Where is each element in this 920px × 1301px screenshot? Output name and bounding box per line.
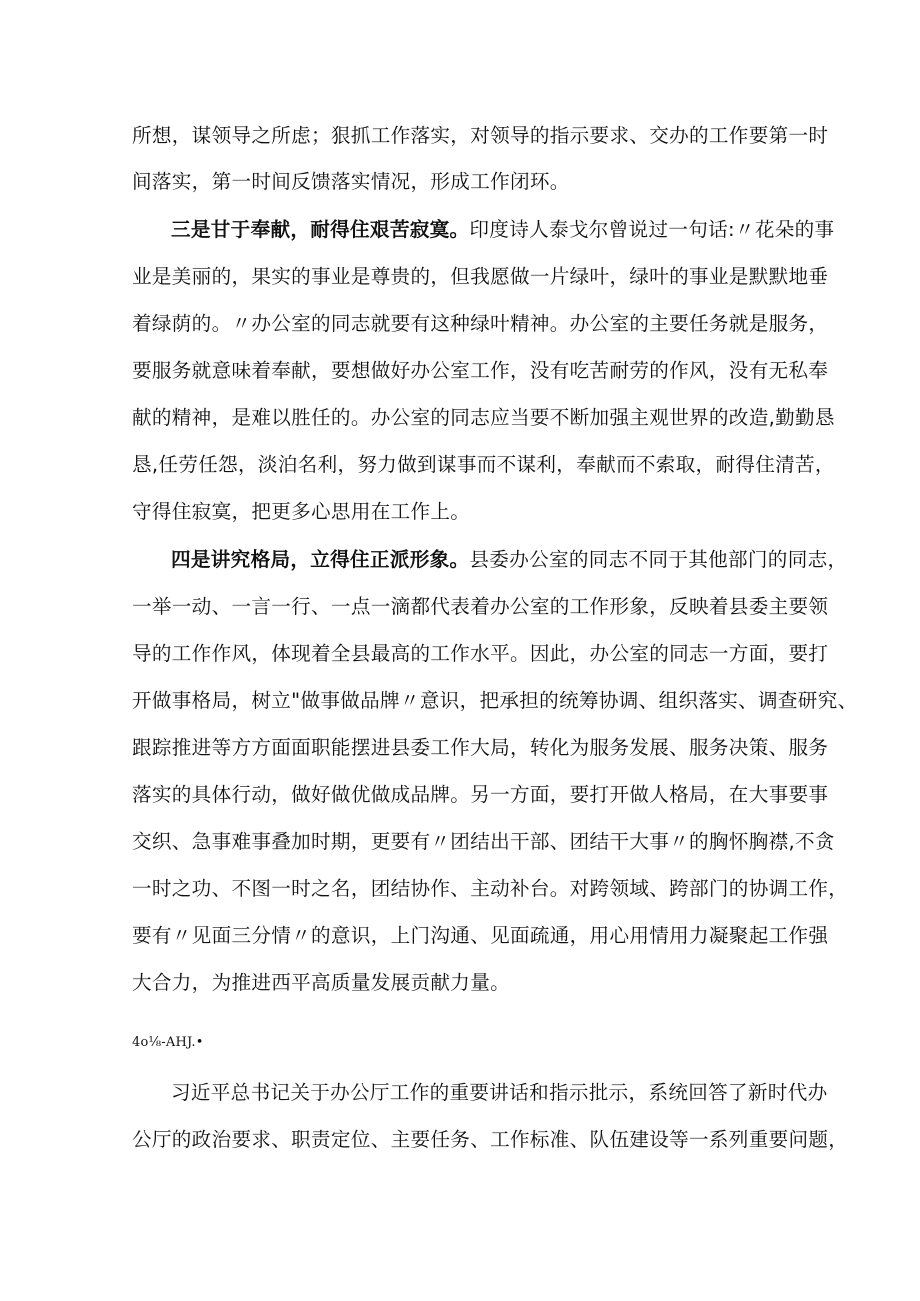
paragraph-2-line-2: 业是美丽的，果实的事业是尊贵的，但我愿做一片绿叶，绿叶的事业是默默地垂 [132,265,829,288]
paragraph-2-line-4: 要服务就意味着奉献，要想做好办公室工作，没有吃苦耐劳的作风，没有无私奉 [132,359,829,382]
footnote-text: 4o⅛-AHJ.• [132,1035,204,1050]
paragraph-3-heading: 四是讲究格局，立得住正派形象。 [171,548,470,571]
paragraph-3-line-10: 大合力，为推进西平高质量发展贡献力量。 [132,971,510,994]
paragraph-2-heading: 三是甘于奉献，耐得住艰苦寂寞。 [171,218,470,241]
paragraph-3-line-3: 导的工作作风，体现着全县最高的工作水平。因此，办公室的同志一方面，要打 [132,642,829,665]
paragraph-2-line-1-text: 印度诗人泰戈尔曾说过一句话:〃花朵的事 [469,218,835,241]
paragraph-4-line-2: 公厅的政治要求、职责定位、主要任务、工作标准、队伍建设等一系列重要问题， [132,1128,849,1151]
paragraph-2-line-1 [171,215,835,245]
paragraph-2-line-7: 守得住寂寞，把更多心思用在工作上。 [132,500,471,523]
paragraph-3-line-2: 一举一动、一言一行、一点一滴都代表着办公室的工作形象，反映着县委主要领 [132,595,829,618]
paragraph-3-line-4: 开做事格局，树立"做事做品牌〃意识，把承担的统筹协调、组织落实、调查研究、 [132,689,858,712]
paragraph-3-line-1 [171,545,848,575]
paragraph-3-line-9: 要有〃见面三分情〃的意识，上门沟通、见面疏通，用心用情用力凝聚起工作强 [132,924,829,947]
paragraph-3-line-5: 跟踪推进等方方面面职能摆进县委工作大局，转化为服务发展、服务决策、服务 [132,736,829,759]
paragraph-3-line-8: 一时之功、不图一时之名，团结协作、主动补台。对跨领域、跨部门的协调工作， [132,877,849,900]
paragraph-3-line-6: 落实的具体行动，做好做优做成品牌。另一方面，要打开做人格局，在大事要事 [132,783,829,806]
paragraph-1-line-1: 所想，谋领导之所虑；狠抓工作落实，对领导的指示要求、交办的工作要第一时 [132,124,829,147]
paragraph-2-line-3: 着绿荫的。〃办公室的同志就要有这种绿叶精神。办公室的主要任务就是服务， [132,312,829,335]
paragraph-3-line-7: 交织、急事难事叠加时期，更要有〃团结出干部、团结干大事〃的胸怀胸襟,不贪 [132,830,835,853]
paragraph-4-line-1: 习近平总书记关于办公厅工作的重要讲话和指示批示，系统回答了新时代办 [171,1081,828,1104]
paragraph-2-line-6: 恳,任劳任怨，淡泊名利，努力做到谋事而不谋利，奉献而不索取，耐得住清苦， [132,453,835,476]
paragraph-3-line-1-text: 县委办公室的同志不同于其他部门的同志， [469,548,848,571]
paragraph-1-line-2: 间落实，第一时间反馈落实情况，形成工作闭环。 [132,170,570,193]
paragraph-2-line-5: 献的精神，是难以胜任的。办公室的同志应当要不断加强主观世界的改造,勤勤恳 [132,406,835,429]
